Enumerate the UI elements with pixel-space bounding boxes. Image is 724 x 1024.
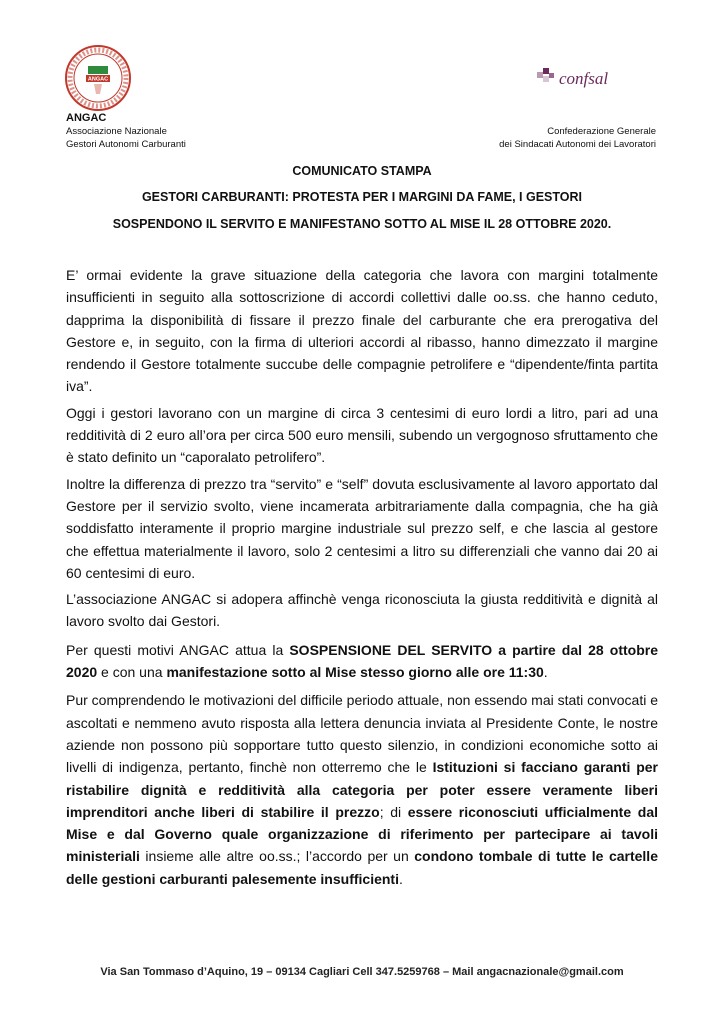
right-org-line1: Confederazione Generale: [547, 126, 656, 137]
confsal-logo: [533, 64, 643, 94]
paragraph-3: Inoltre la differenza di prezzo tra “servito” e “self” dovuta esclusivamente al lavoro apportato dal Gestore per il servizio svolto, viene incamerata arbitrariamente dalla compagnia, che ha già soddisfatto interamente il proprio margine industriale sul prezzo self, e che lascia al gestore che effettua materialmente il lavoro, solo 2 centesimi a litro su differenziali che vanno dai 20 ai 60 centesimi di euro.: [66, 475, 658, 581]
left-org-line2: Gestori Autonomi Carburanti: [66, 139, 186, 150]
svg-text:ANGAC: ANGAC: [87, 76, 109, 83]
angac-logo: [64, 44, 132, 112]
left-organization-block: [66, 112, 186, 151]
p6-text-e: insieme alle altre oo.ss.; l’accordo per un: [139, 848, 415, 865]
press-release-body: [66, 264, 658, 894]
document-label: COMUNICATO STAMPA: [292, 164, 432, 178]
right-organization-block: [396, 125, 656, 151]
p6-text-a: Pur comprendendo le motivazioni del difficile periodo attuale, non essendo mai stati convocati e ascoltati e nemmeno avuto risposta alla lettera denuncia inviata al Presidente Conte, le nostre aziende non possono più sopportare tutto questo silenzio, in condizioni economiche sotto ai livelli di indigenza, pertanto, finchè non otterremo che le: [66, 692, 658, 776]
left-org-name: ANGAC: [66, 112, 107, 124]
footer-contact: Via San Tommaso d’Aquino, 19 – 09134 Cagliari Cell 347.5259768 – Mail angacnazionale@gmail.com: [100, 966, 624, 978]
p6-bold-recognition: essere riconosciuti ufficialmente dal Mise e dal Governo quale organizzazione di riferimento per partecipare ai tavoli ministeriali: [66, 803, 658, 865]
right-org-line2: dei Sindacati Autonomi dei Lavoratori: [499, 139, 656, 150]
p5-text-e: .: [543, 664, 548, 681]
headline-line1: GESTORI CARBURANTI: PROTESTA PER I MARGINI DA FAME, I GESTORI: [141, 190, 583, 204]
headline-line2: SOSPENDONO IL SERVITO E MANIFESTANO SOTTO AL MISE IL 28 OTTOBRE 2020.: [112, 217, 612, 231]
left-org-line1: Associazione Nazionale: [66, 126, 167, 137]
p5-bold-demonstration: manifestazione sotto al Mise stesso giorno alle ore 11:30: [166, 664, 544, 681]
p6-text-g: .: [398, 870, 403, 887]
paragraph-5: [66, 639, 658, 684]
paragraph-4: L’associazione ANGAC si adopera affinchè venga riconosciuta la giusta redditività e dignità al lavoro svolto dai Gestori.: [66, 591, 658, 630]
p5-text-a: Per questi motivi ANGAC attua la: [66, 641, 290, 658]
paragraph-2: Oggi i gestori lavorano con un margine di circa 3 centesimi di euro lordi a litro, pari ad una redditività di 2 euro all’ora per circa 500 euro mensili, subendo un vergognoso sfruttamento che è stato definito un “caporalato petrolifero”.: [66, 404, 658, 466]
p6-text-c: ; di: [379, 803, 408, 820]
paragraph-1: E’ ormai evidente la grave situazione della categoria che lavora con margini totalmente insufficienti in seguito alla sottoscrizione di accordi collettivi dalle oo.ss. che hanno ceduto, dapprima la disponibilità di fissare il prezzo finale del carburante che era prerogativa del Gestore e, in seguito, con la firma di ulteriori accordi al ribasso, hanno dimezzato il margine rendendo il Gestore totalmente succube delle compagnie petrolifere e “dipendente/finta partita iva”.: [66, 267, 658, 395]
p5-bold-suspension: SOSPENSIONE DEL SERVITO a partire dal 28 ottobre 2020: [66, 641, 659, 681]
paragraph-6: [66, 689, 658, 890]
confsal-logo-text: confsal: [559, 69, 609, 88]
p5-text-c: e con una: [97, 664, 167, 681]
p6-bold-institutions: Istituzioni si facciano garanti per ristabilire dignità e redditività alla categoria per poter essere veramente liberi imprenditori anche liberi di stabilire il prezzo: [66, 759, 658, 820]
p6-bold-condono: condono tombale di tutte le cartelle delle gestioni carburanti palesemente insufficienti: [66, 848, 658, 887]
